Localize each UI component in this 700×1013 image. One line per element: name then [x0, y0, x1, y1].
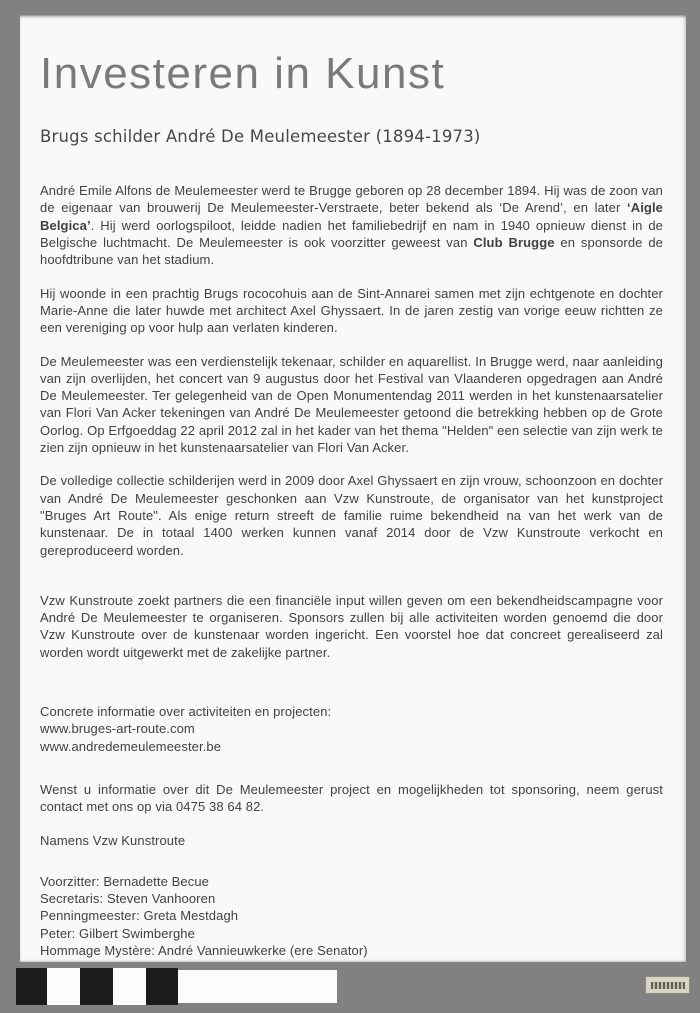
board-member-peter: Peter: Gilbert Swimberghe	[40, 925, 195, 941]
contact-info-block	[40, 703, 663, 755]
board-members-list	[40, 873, 663, 959]
url-andredemeulemeester: www.andredemeulemeester.be	[40, 738, 222, 754]
page-title: Investeren in Kunst	[40, 49, 446, 98]
bold-aigle-belgica: ‘Aigle Belgica’	[40, 200, 663, 233]
calibration-strip	[0, 968, 700, 1005]
paragraph-residence: Hij woonde in een prachtig Brugs rococohuis aan de Sint-Annarei samen met zijn echtgenote en dochter Marie-Anne die later huwde met architect Axel Ghyssaert. In de jaren zestig van vorige eeuw richtten ze een vereniging op voor hulp aan verlaten kinderen.	[40, 285, 663, 336]
board-member-hommage: Hommage Mystère: André Vannieuwkerke (ere Senator)	[40, 942, 368, 958]
document-page	[20, 15, 686, 962]
paragraph-sponsoring: Vzw Kunstroute zoekt partners die een financiële input willen geven om een bekendheidscampagne voor André De Meulemeester te organiseren. Sponsors zullen bij alle activiteiten worden genoemd die door Vzw Kunstroute over de kunstenaar worden ingericht. Een voorstel hoe dat concreet gerealiseerd zal worden wordt uitgewerkt met de zakelijke partner.	[40, 592, 663, 660]
contact-heading: Concrete informatie over activiteiten en projecten:	[40, 704, 332, 720]
board-member-penningmeester: Penningmeester: Greta Mestdagh	[40, 908, 239, 924]
calibration-black-square	[16, 968, 47, 1005]
calibration-white-square	[47, 968, 80, 1005]
page-subtitle: Brugs schilder André De Meulemeester (1894-1973)	[40, 127, 481, 147]
calibration-white-bar	[178, 970, 337, 1003]
paragraph-collection-donation: De volledige collectie schilderijen werd in 2009 door Axel Ghyssaert en zijn vrouw, schoonzoon en dochter van André De Meulemeester geschonken aan Vzw Kunstroute, de organisator van het kunstproject "Bruges Art Route". Als enige return streeft de familie ruime bekendheid na van het werk van de kunstenaar. De in totaal 1400 werken kunnen vanaf 2014 door de Vzw Kunstroute verkocht en gereproduceerd worden.	[40, 473, 663, 558]
sticker-text-smudge	[651, 982, 685, 989]
bold-club-brugge: Club Brugge	[473, 235, 555, 251]
biography-text: André Emile Alfons de Meulemeester werd te Brugge geboren op 28 december 1894. Hij was de zoon van de eigenaar van brouwerij De Meulemeester-Verstraete, beter bekend als ‘De Arend’, en later	[40, 183, 663, 216]
inventory-sticker	[645, 976, 690, 994]
biography-text: . Hij werd oorlogspiloot, leidde nadien het familiebedrijf en nam in 1940 opnieuw dienst in de Belgische luchtmacht. De Meulemeester is ook voorzitter geweest van	[40, 217, 663, 251]
namens-line: Namens Vzw Kunstroute	[40, 832, 186, 848]
paragraph-biography	[40, 182, 663, 268]
calibration-black-square	[80, 968, 113, 1005]
board-member-secretaris: Secretaris: Steven Vanhooren	[40, 891, 216, 907]
calibration-white-square	[113, 968, 146, 1005]
paragraph-artistic-career: De Meulemeester was een verdienstelijk tekenaar, schilder en aquarellist. In Brugge werd, naar aanleiding van zijn overlijden, het concert van 9 augustus door het Festival van Vlaanderen opgedragen aan André De Meulemeester. Ter gelegenheid van de Open Monumentendag 2011 werden in het kunstenaarsatelier van Flori Van Acker tekeningen van André De Meulemeester getoond die betrekking hebben op de Grote Oorlog. Op Erfgoeddag 22 april 2012 zal in het kader van het thema "Helden" een selectie van zijn werk te zien zijn opnieuw in het kunstenaarsatelier van Flori Van Acker.	[40, 353, 663, 456]
board-member-voorzitter: Voorzitter: Bernadette Becue	[40, 873, 210, 889]
calibration-black-square	[146, 968, 178, 1005]
paragraph-contact-invite: Wenst u informatie over dit De Meulemeester project en mogelijkheden tot sponsoring, neem gerust contact met ons op via 0475 38 64 82.	[40, 781, 663, 815]
url-bruges-art-route: www.bruges-art-route.com	[40, 721, 195, 737]
biography-text: en sponsorde de hoofdtribune van het stadium.	[40, 235, 663, 268]
